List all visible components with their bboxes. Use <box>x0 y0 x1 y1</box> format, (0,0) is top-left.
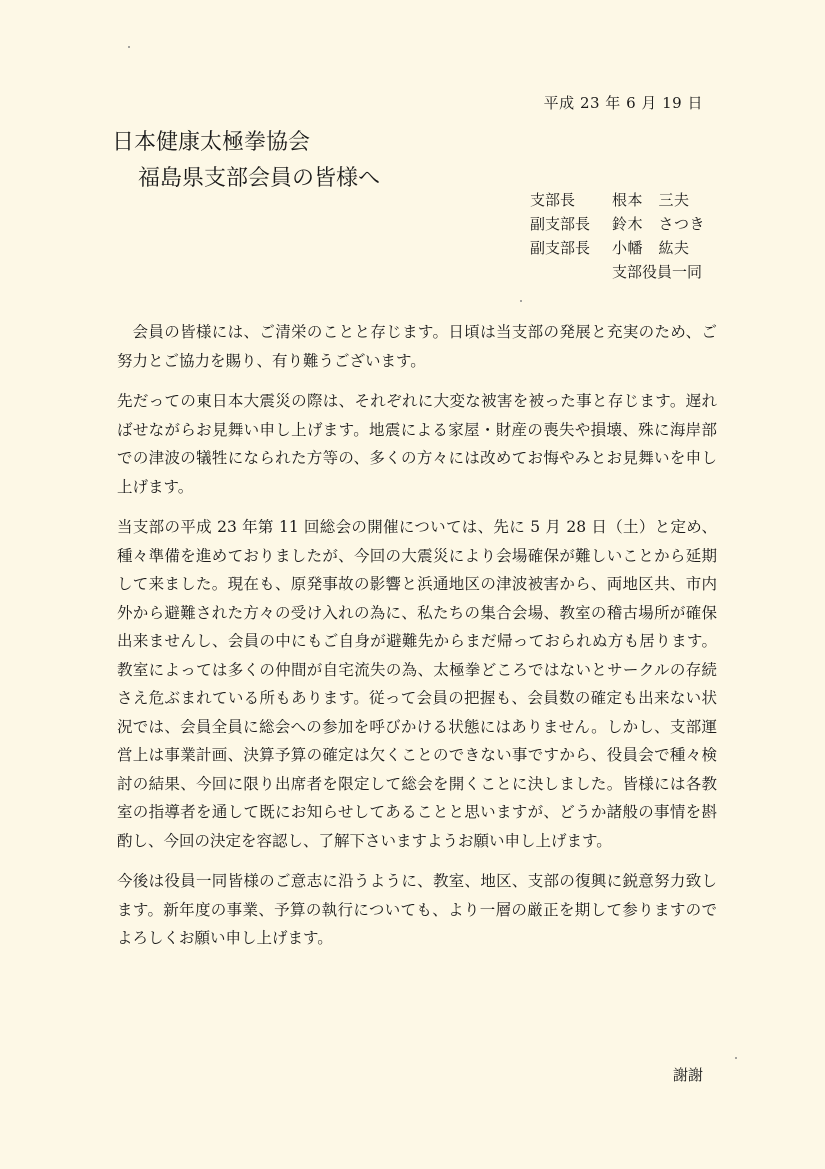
sender-name: 小幡 紘夫 <box>612 239 690 257</box>
letter-body <box>117 318 717 953</box>
body-paragraph-earthquake: 先だっての東日本大震災の際は、それぞれに大変な被害を被った事と存じます。遅ればせながらお見舞い申し上げます。地震による家屋・財産の喪失や損壊、殊に海岸部での津波の犠牲になられた方等の、多くの方々には改めてお悔やみとお見舞いを申し上げます。 <box>117 392 717 496</box>
body-paragraph-general-meeting: 当支部の平成 23 年第 11 回総会の開催については、先に 5 月 28 日（土）と定め、種々準備を進めておりましたが、今回の大震災により会場確保が難しいことから延期して来ました。現在も、原発事故の影響と浜通地区の津波被害から、両地区共、市内外から避難された方々の受け入れの為に、私たちの集合会場、教室の稽古場所が確保出来ませんし、会員の中にもご自身が避難先からまだ帰っておられぬ方も居ります。教室によっては多くの仲間が自宅流失の為、太極拳どころではないとサークルの存続さえ危ぶまれている所もあります。従って会員の把握も、会員数の確定も出来ない状況では、会員全員に総会への参加を呼びかける状態にはありません。しかし、支部運営上は事業計画、決算予算の確定は欠くことのできない事ですから、役員会で種々検討の結果、今回に限り出席者を限定して総会を開くことに決しました。皆様には各教室の指導者を通して既にお知らせしてあることと思いますが、どうか諸般の事情を斟酌し、今回の決定を容認し、了解下さいますようお願い申し上げます。 <box>117 518 717 850</box>
sender-block <box>530 188 705 284</box>
sender-row <box>530 236 705 260</box>
scan-speck <box>128 46 130 48</box>
sender-row <box>530 212 705 236</box>
sender-officers-all: 支部役員一同 <box>612 263 703 281</box>
addressee-recipients: 福島県支部会員の皆様へ <box>138 166 381 191</box>
sender-role: 支部長 <box>530 191 576 209</box>
addressee-block <box>112 125 380 197</box>
sender-name: 鈴木 さつき <box>612 215 706 233</box>
sender-role: 副支部長 <box>530 215 591 233</box>
letter-date: 平成 23 年 6 月 19 日 <box>543 94 703 112</box>
addressee-organization: 日本健康太極拳協会 <box>112 130 311 155</box>
sender-name: 根本 三夫 <box>612 191 690 209</box>
body-paragraph-greeting: 会員の皆様には、ご清栄のことと存じます。日頃は当支部の発展と充実のため、ご努力とご協力を賜り、有り難うございます。 <box>117 323 717 370</box>
sender-role: 副支部長 <box>530 239 591 257</box>
scan-speck <box>735 1057 737 1059</box>
scan-speck <box>520 300 522 302</box>
sender-row <box>530 188 705 212</box>
letter-closing: 謝謝 <box>672 1066 703 1084</box>
body-paragraph-future: 今後は役員一同皆様のご意志に沿うように、教室、地区、支部の復興に鋭意努力致します。新年度の事業、予算の執行についても、より一層の厳正を期して参りますのでよろしくお願い申し上げます。 <box>117 872 717 947</box>
